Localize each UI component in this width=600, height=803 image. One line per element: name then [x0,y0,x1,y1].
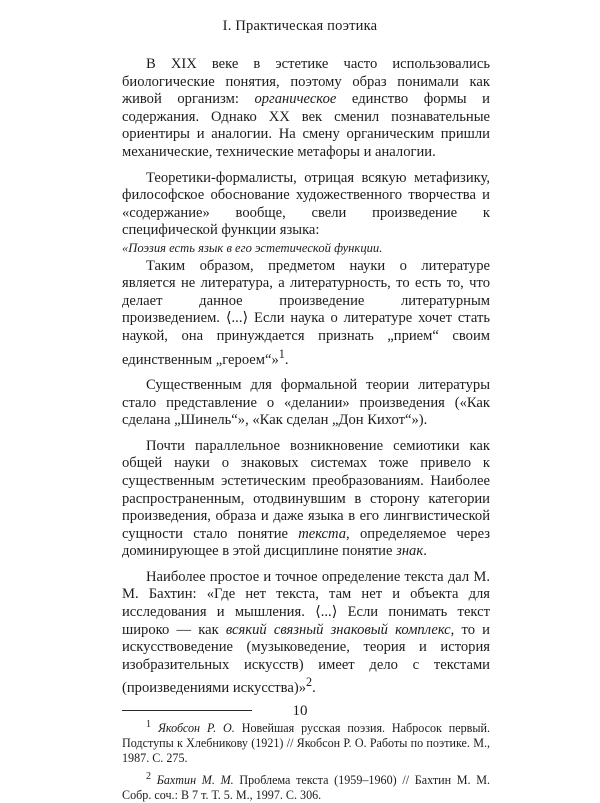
running-title: I. Практическая поэтика [222,18,378,34]
emphasis: текста [298,525,347,542]
paragraph-3: Таким образом, предметом науки о литературе является не литература, а литературность, то есть то, что делает данное произведение литературным произведением. ⟨...⟩ Если наука о литературе хочет стать наукой, она принуждается признать „прием“ своим единственным „героем“»$^1$. [122,257,490,368]
footnote-ref-1: 1 [278,346,285,361]
paragraph-2: Теоретики-формалисты, отрицая всякую метафизику, философское обоснование художественного творчества и «содержание» вообще, свели произведение к специфической функции языка: [122,169,490,239]
footnote-ref-2: 2 [306,675,313,690]
paragraph-6: Наиболее простое и точное определение текста дал М. М. Бахтин: «Где нет текста, там нет и объекта для исследования и мышления. ⟨...⟩ Если понимать текст широко — как всякий связный знаковый комплекс, то и искусствоведение (музыковедение, теория и история изобразительных искусств) имеет дело с текстами (произведениями искусства)»$^2$. [122,568,490,697]
paragraph-4: Существенным для формальной теории литературы стало представление о «делании» произведения («Как сделана „Шинель“», «Как сделан „Дон Кихот“»). [122,376,490,429]
footnote-author: Бахтин М. М. [156,772,234,787]
footnote-2: $^2$ Бахтин М. М. Проблема текста (1959–1960) // Бахтин М. М. Собр. соч.: В 7 т. Т. 5. М., 1997. С. 306. [122,770,490,802]
main-text [122,56,490,803]
paragraph-5: Почти параллельное возникновение семиотики как общей науки о знаковых системах тоже привело к существенным эстетическим преобразованиям. Наиболее распространенным, отодвинувшим в сторону категории произведения, образа и даже языка в его лингвистической сущности стало понятие текста, определяемое через доминирующее в этой дисциплине понятие знак. [122,437,491,560]
paragraph-1: В XIX веке в эстетике часто использовались биологические понятия, поэтому образ понимали как живой организм: органическое единство формы и содержания. Однако XX век сменил познавательные ориентиры и аналогии. На смену органическим пришли механические, технические метафоры и аналогии. [122,56,490,160]
footnote-1: $^1$ Якобсон Р. О. Новейшая русская поэзия. Набросок первый. Подступы к Хлебникову (1921) // Якобсон Р. О. Работы по поэтике. М., 1987. С. 275. [122,718,490,765]
emphasis: знак [396,543,424,560]
emphasis: всякий связный знаковый комплекс [225,621,451,638]
footnote-author: Якобсон Р. О. [157,720,235,735]
quote-line: «Поэзия есть язык в его эстетической функции. [122,240,383,255]
page-number: 10 [292,703,308,719]
emphasis: органическое [254,91,337,108]
footnotes [122,718,490,803]
